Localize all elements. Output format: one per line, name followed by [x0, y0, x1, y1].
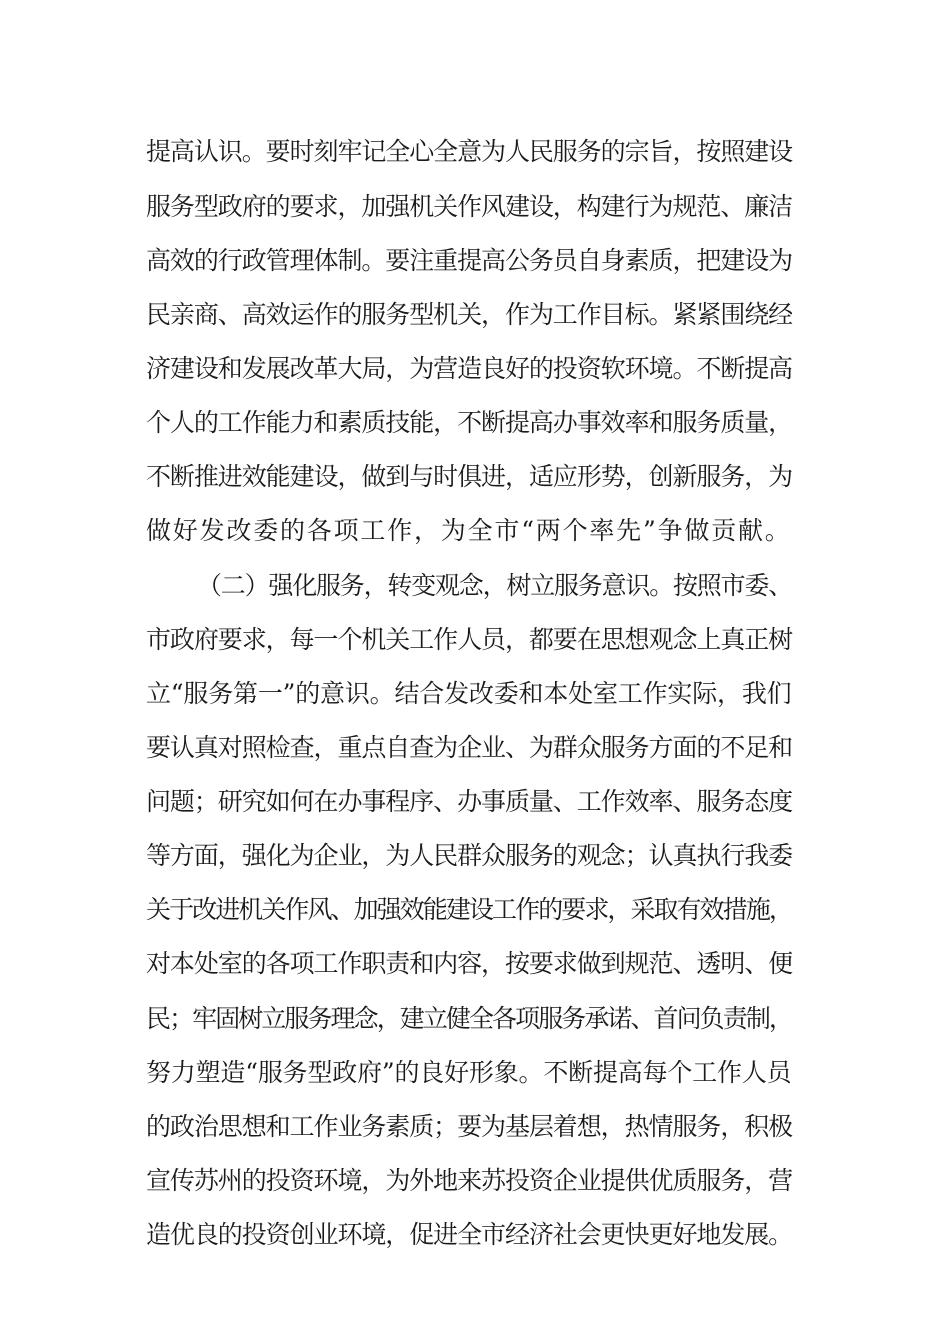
text-line: 市政府要求，每一个机关工作人员，都要在思想观念上真正树 [146, 625, 793, 654]
text-line: 造优良的投资创业环境，促进全市经济社会更快更好地发展。 [146, 1220, 793, 1249]
text-line: 要认真对照检查，重点自查为企业、为群众服务方面的不足和 [146, 733, 793, 762]
paragraph-heading-line: （二）强化服务，转变观念，树立服务意识。按照市委、 [197, 571, 793, 600]
text-line: 宣传苏州的投资环境，为外地来苏投资企业提供优质服务，营 [146, 1166, 793, 1195]
text-line: 民亲商、高效运作的服务型机关，作为工作目标。紧紧围绕经 [146, 300, 793, 329]
text-line: 等方面，强化为企业，为人民群众服务的观念；认真执行我委 [146, 841, 793, 870]
text-line: 高效的行政管理体制。要注重提高公务员自身素质，把建设为 [146, 246, 793, 275]
text-line: 做好发改委的各项工作，为全市“两个率先”争做贡献。 [146, 516, 792, 545]
text-line: 立“服务第一”的意识。结合发改委和本处室工作实际，我们 [146, 679, 792, 708]
text-line: 个人的工作能力和素质技能，不断提高办事效率和服务质量， [146, 408, 793, 437]
text-line: 服务型政府的要求，加强机关作风建设，构建行为规范、廉洁 [146, 192, 793, 221]
text-line: 济建设和发展改革大局，为营造良好的投资软环境。不断提高 [146, 354, 793, 383]
text-line: 努力塑造“服务型政府”的良好形象。不断提高每个工作人员 [146, 1058, 792, 1087]
text-line: 提高认识。要时刻牢记全心全意为人民服务的宗旨，按照建设 [146, 137, 793, 166]
text-line: 不断推进效能建设，做到与时俱进，适应形势，创新服务，为 [146, 462, 793, 491]
text-line: 对本处室的各项工作职责和内容，按要求做到规范、透明、便 [146, 949, 793, 978]
text-line: 民；牢固树立服务理念，建立健全各项服务承诺、首问负责制， [146, 1004, 792, 1033]
text-line: 的政治思想和工作业务素质；要为基层着想，热情服务，积极 [146, 1112, 793, 1141]
text-line: 问题；研究如何在办事程序、办事质量、工作效率、服务态度 [146, 787, 793, 816]
text-line: 关于改进机关作风、加强效能建设工作的要求，采取有效措施， [146, 895, 792, 924]
